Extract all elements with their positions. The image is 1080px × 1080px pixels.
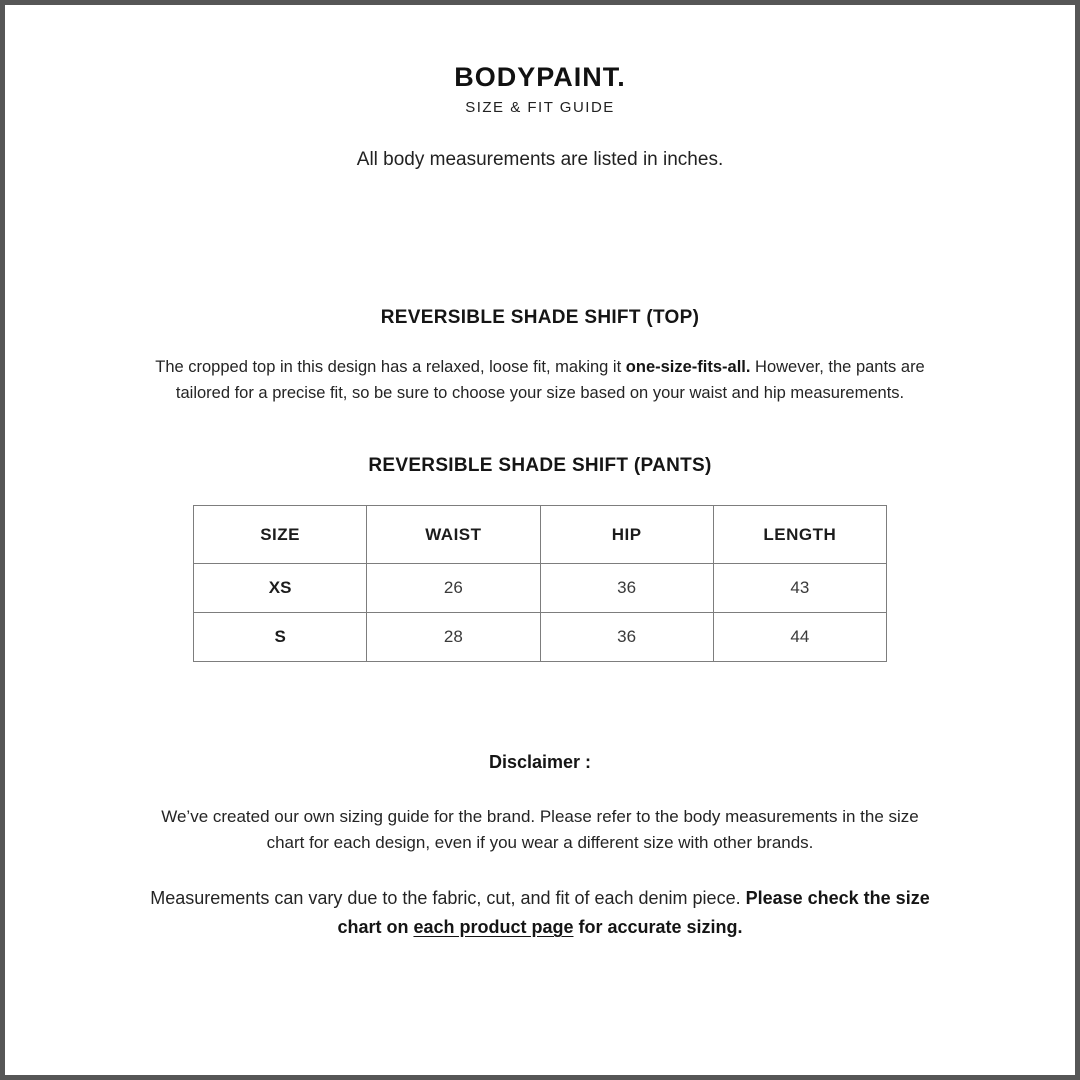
column-header-waist: WAIST	[367, 506, 540, 564]
one-size-fits-all-emphasis: one-size-fits-all.	[625, 358, 751, 376]
page-subtitle: SIZE & FIT GUIDE	[465, 99, 615, 116]
brand-title: BODYPAINT.	[454, 62, 626, 92]
bold-before-underline: Please check the size chart on	[337, 888, 930, 937]
disclaimer-heading: Disclaimer :	[488, 752, 592, 772]
top-section-heading: REVERSIBLE SHADE SHIFT (TOP)	[380, 307, 700, 328]
bold-after-underline: for accurate sizing.	[573, 917, 743, 937]
table-row	[194, 613, 887, 662]
column-header-size: SIZE	[194, 506, 367, 564]
disclaimer-text-regular: Measurements can vary due to the fabric, cut, and fit of each denim piece.	[150, 888, 746, 908]
s-hip-value: 36	[540, 613, 713, 662]
size-chart-table	[193, 505, 887, 662]
xs-waist-value: 26	[367, 564, 540, 613]
size-chart-header-row	[194, 506, 887, 564]
measurement-units-note: All body measurements are listed in inches.	[356, 149, 724, 170]
disclaimer-paragraph-2	[135, 884, 945, 942]
column-header-length: LENGTH	[713, 506, 886, 564]
product-page-link-text: each product page	[413, 917, 574, 937]
top-section-description	[155, 354, 925, 406]
xs-hip-value: 36	[540, 564, 713, 613]
size-s-label: S	[194, 613, 367, 662]
top-desc-text-1: The cropped top in this design has a relaxed, loose fit, making it	[155, 358, 626, 376]
page-content	[5, 5, 1075, 1075]
s-waist-value: 28	[367, 613, 540, 662]
column-header-hip: HIP	[540, 506, 713, 564]
pants-section-heading: REVERSIBLE SHADE SHIFT (PANTS)	[368, 455, 712, 476]
disclaimer-paragraph-1: We’ve created our own sizing guide for the brand. Please refer to the body measurements in the size chart for each design, even if you wear a different size with other brands.	[161, 807, 919, 852]
top-desc-text-2: However, the pants are tailored for a precise fit, so be sure to choose your size based on your waist and hip measurements.	[175, 358, 925, 402]
size-xs-label: XS	[194, 564, 367, 613]
xs-length-value: 43	[713, 564, 886, 613]
table-row	[194, 564, 887, 613]
s-length-value: 44	[713, 613, 886, 662]
